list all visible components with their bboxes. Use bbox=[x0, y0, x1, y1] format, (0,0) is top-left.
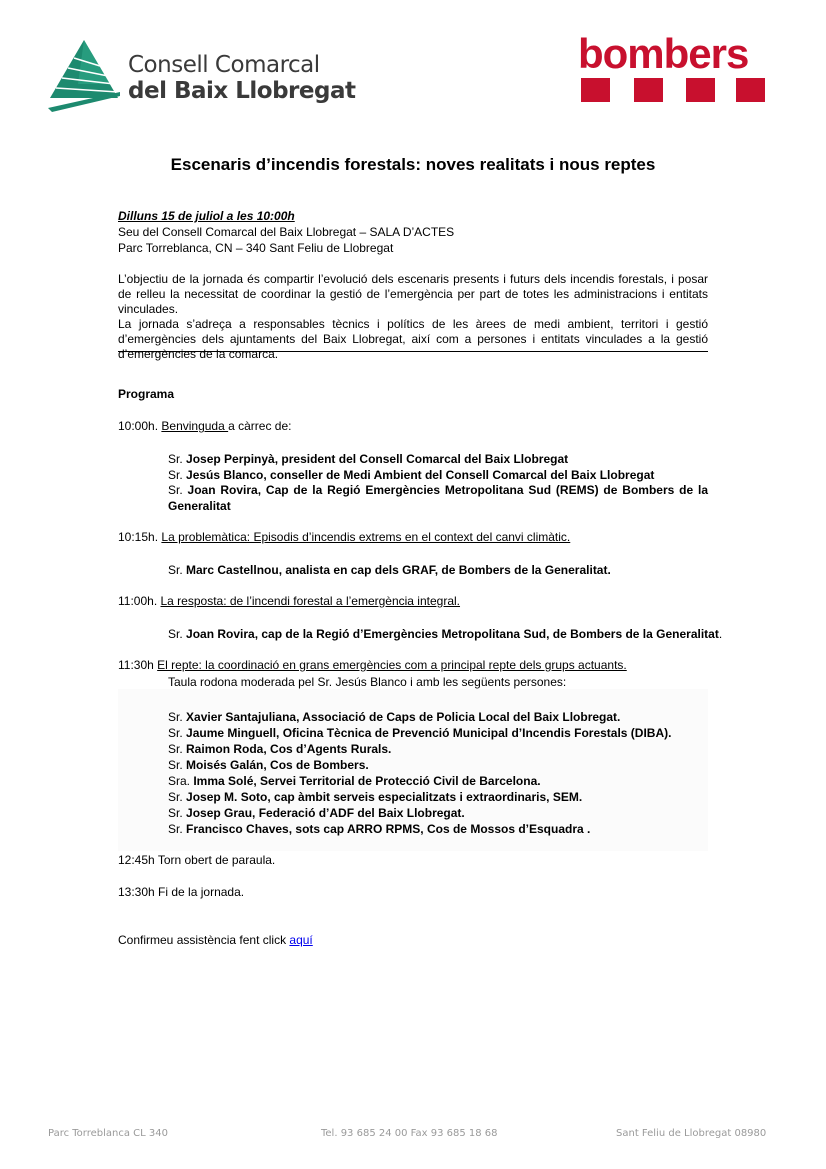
speaker-prefix: Sra. bbox=[168, 774, 194, 788]
speaker-prefix: Sr. bbox=[168, 758, 187, 772]
bombers-square bbox=[634, 78, 663, 102]
speaker bbox=[168, 562, 611, 578]
panelist bbox=[168, 805, 465, 821]
speaker-name: Josep Grau, Federació d’ADF del Baix Llobregat. bbox=[186, 806, 465, 820]
session-text: Fi de la jornada. bbox=[158, 885, 245, 899]
speaker-name: Joan Rovira, cap de la Regió d’Emergències Metropolitana Sud, de Bombers de la Generalitat bbox=[186, 627, 719, 641]
speaker-name: Jaume Minguell, Oficina Tècnica de Prevenció Municipal d’Incendis Forestals (DIBA). bbox=[186, 726, 672, 740]
document-title: Escenaris d’incendis forestals: noves realitats i nous reptes bbox=[170, 155, 656, 174]
confirm-link[interactable]: aquí bbox=[289, 933, 313, 947]
panelist bbox=[168, 757, 369, 773]
programa-heading: Programa bbox=[118, 387, 175, 401]
panelist bbox=[168, 821, 590, 837]
panelist bbox=[168, 773, 541, 789]
speaker bbox=[168, 451, 568, 467]
session-title: La resposta: de l’incendi forestal a l’emergència integral. bbox=[160, 594, 461, 608]
org-name-line1: Consell Comarcal bbox=[128, 52, 320, 78]
time: 11:30h bbox=[118, 658, 154, 672]
time: 12:45h bbox=[118, 853, 155, 867]
panelist bbox=[168, 709, 620, 725]
bombers-wordmark: bombers bbox=[578, 30, 749, 77]
intro-paragraph: L’objectiu de la jornada és compartir l’evolució dels escenaris presents i futurs dels incendis forestals, i posar de relleu la necessitat de coordinar la gestió de l’emergència per part de totes les administracions i entitats vinculades. bbox=[118, 272, 708, 316]
speaker-name: Marc Castellnou, analista en cap dels GRAF, de Bombers de la Generalitat. bbox=[186, 563, 611, 577]
confirm-text: Confirmeu assistència fent click bbox=[118, 933, 290, 947]
program-item-response bbox=[118, 594, 460, 609]
speaker-name: Joan Rovira, Cap de la Regió Emergències Metropolitana Sud (REMS) de Bombers de la Generalitat bbox=[168, 483, 708, 513]
speaker-prefix: Sr. bbox=[168, 468, 187, 482]
speaker-prefix: Sr. bbox=[168, 710, 187, 724]
panelist bbox=[168, 741, 391, 757]
speaker bbox=[168, 482, 708, 514]
program-item-end bbox=[118, 885, 244, 900]
session-text: Torn obert de paraula. bbox=[157, 853, 276, 867]
intro-paragraph: La jornada s’adreça a responsables tècnics i polítics de les àrees de medi ambient, territori i gestió d’emergències dels ajuntaments del Baix Llobregat, així com a persones i entitats vinculades a la gestió d’emergències de la comarca. bbox=[118, 317, 708, 361]
speaker-name: Xavier Santajuliana, Associació de Caps de Policia Local del Baix Llobregat. bbox=[186, 710, 621, 724]
bombers-square bbox=[581, 78, 610, 102]
event-address: Parc Torreblanca, CN – 340 Sant Feliu de Llobregat bbox=[118, 241, 394, 255]
speaker-prefix: Sr. bbox=[168, 627, 187, 641]
consell-comarcal-logo bbox=[48, 38, 356, 113]
speaker-name: Imma Solé, Servei Territorial de Protecció Civil de Barcelona. bbox=[193, 774, 541, 788]
panelist bbox=[168, 725, 671, 741]
org-name-line2: del Baix Llobregat bbox=[128, 78, 356, 104]
confirm-line bbox=[118, 933, 313, 948]
speaker-name: Moisés Galán, Cos de Bombers. bbox=[186, 758, 369, 772]
session-suffix: a càrrec de: bbox=[228, 419, 292, 433]
program-item-problem bbox=[118, 530, 570, 545]
time: 13:30h bbox=[118, 885, 155, 899]
event-venue: Seu del Consell Comarcal del Baix Llobregat – SALA D’ACTES bbox=[118, 225, 455, 239]
time: 11:00h. bbox=[118, 594, 158, 608]
time: 10:00h. bbox=[118, 419, 159, 433]
bombers-square bbox=[736, 78, 765, 102]
speaker-prefix: Sr. bbox=[168, 742, 187, 756]
speaker-name: Francisco Chaves, sots cap ARRO RPMS, Cos de Mossos d’Esquadra . bbox=[186, 822, 591, 836]
speaker bbox=[168, 467, 654, 483]
time: 10:15h. bbox=[118, 530, 159, 544]
panelist bbox=[168, 789, 582, 805]
footer-address: Parc Torreblanca CL 340 bbox=[48, 1128, 168, 1139]
speaker-prefix: Sr. bbox=[168, 483, 188, 497]
divider bbox=[118, 351, 708, 352]
speaker-name: Josep M. Soto, cap àmbit serveis especialitzats i extraordinaris, SEM. bbox=[186, 790, 583, 804]
program-item-floor bbox=[118, 853, 275, 868]
session-title: El repte: la coordinació en grans emergències com a principal repte dels grups actuants. bbox=[157, 658, 627, 672]
bombers-logo bbox=[578, 30, 768, 106]
program-item-welcome bbox=[118, 419, 292, 434]
speaker-prefix: Sr. bbox=[168, 452, 187, 466]
moderation-note: Taula rodona moderada pel Sr. Jesús Blanco i amb les següents persones: bbox=[168, 675, 567, 689]
mountain-logo-icon bbox=[48, 38, 128, 113]
program-item-challenge bbox=[118, 658, 627, 673]
session-title: La problemàtica: Episodis d’incendis extrems en el context del canvi climàtic. bbox=[161, 530, 571, 544]
speaker-prefix: Sr. bbox=[168, 806, 187, 820]
speaker-prefix: Sr. bbox=[168, 822, 187, 836]
speaker bbox=[168, 626, 722, 642]
intro-text bbox=[118, 272, 708, 362]
footer-city: Sant Feliu de Llobregat 08980 bbox=[616, 1128, 767, 1139]
speaker-prefix: Sr. bbox=[168, 790, 187, 804]
speaker-name: Jesús Blanco, conseller de Medi Ambient del Consell Comarcal del Baix Llobregat bbox=[186, 468, 655, 482]
speaker-tail: . bbox=[718, 627, 723, 641]
footer-phone: Tel. 93 685 24 00 Fax 93 685 18 68 bbox=[321, 1128, 498, 1139]
speaker-prefix: Sr. bbox=[168, 563, 187, 577]
session-title: Benvinguda bbox=[161, 419, 229, 433]
bombers-square bbox=[686, 78, 715, 102]
event-date: Dilluns 15 de juliol a les 10:00h bbox=[118, 209, 295, 223]
speaker-prefix: Sr. bbox=[168, 726, 187, 740]
speaker-name: Raimon Roda, Cos d’Agents Rurals. bbox=[186, 742, 392, 756]
speaker-name: Josep Perpinyà, president del Consell Comarcal del Baix Llobregat bbox=[186, 452, 569, 466]
